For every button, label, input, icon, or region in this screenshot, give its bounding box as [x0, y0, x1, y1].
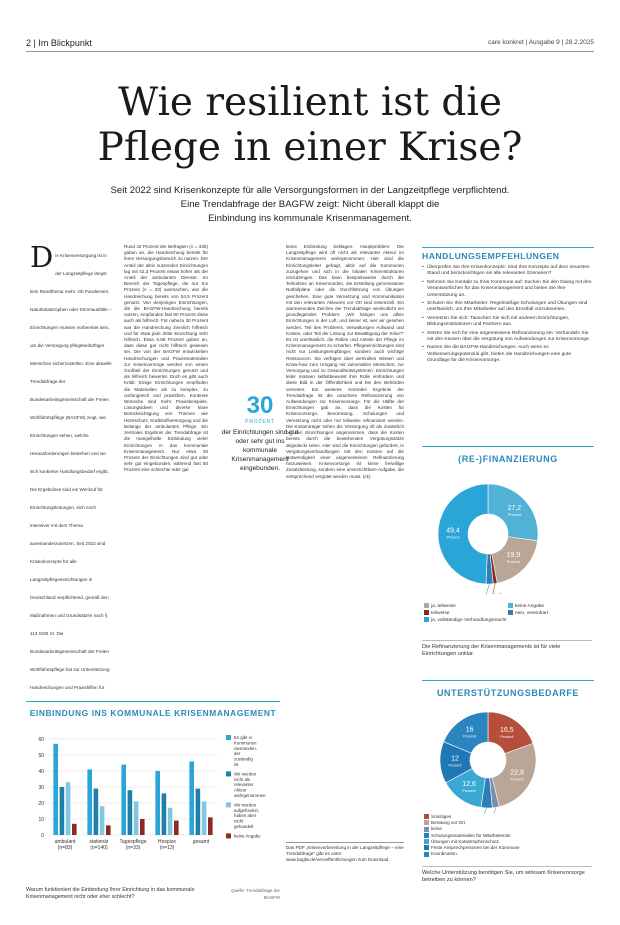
refinanzierung-caption: Die Refinanzierung der Krisenmanagements ist für viele Einrichtungen unklar.: [422, 640, 592, 659]
y-tick-label: 30: [38, 785, 44, 791]
recommendation-item: • Vernetzen Sie sich: Tauschen Sie sich mit anderen Einrichtungen, Bildungsinstitutionen und Partnern aus.: [422, 315, 570, 328]
bar: [94, 789, 99, 835]
refinanzierung-unit-label: Prozent: [446, 535, 460, 540]
bar-chart: [26, 725, 280, 875]
pull-quote-number: 30: [246, 392, 274, 419]
y-tick-label: 60: [38, 737, 44, 743]
article-text-1: ie Krisenversorgung ist in der Langzeitpflege längst kein Randthema mehr. Ob Pandemien, Naturkatastrophen oder Stromausfälle – Einrichtungen müssen vorbereitet sein, um die Versorgung pflegebedürftiger Menschen sicherzustellen. Eine aktuelle Trendabfrage der Bundesarbeitsgemeinschaft der Freien Wohlfahrtspflege (BAGFW) zeigt, wie Einrichtungen sehen, welche Herausforderungen bestehen und wo sich konkreter Handlungsbedarf ergibt. Die Ergebnisse sind ein Weckruf für Einrichtungsleitungen, sich noch intensiver mit dem Thema auseinanderzusetzen. Seit 2022 sind Krisenkonzepte für alle Langzeitpflegeeinrichtungen in Deutschland verpflichtend, gemäß den Maßnahmen und Grundsätzen nach § 113 SGB XI. Die Bundesarbeitsgemeinschaft der Freien Wohlfahrtspflege hat zur Unterstützung Handreichungen und Praxishilfen für: [30, 253, 112, 690]
unterstuetzung-leader-line: [492, 807, 495, 814]
bar: [106, 825, 111, 835]
refinanzierung-rule: [422, 446, 594, 447]
legend-item: keine: [424, 826, 592, 832]
x-category-label: Hospize: [157, 839, 177, 845]
x-category-label: (n=83): [57, 845, 73, 851]
legend-label: nicht: [234, 818, 244, 824]
bar: [121, 765, 126, 835]
x-category-label: Tagespflege: [119, 839, 147, 845]
bar: [168, 808, 173, 835]
legend-item: nein, vereinbart: [508, 610, 592, 617]
legend-label: nicht als: [234, 776, 251, 782]
unterstuetzung-unit-label: Prozent: [448, 763, 462, 768]
legend-label: Akteur: [234, 787, 247, 793]
refinanzierung-legend: [424, 603, 592, 625]
refinanzierung-unit-label: Prozent: [506, 560, 520, 565]
pull-quote-unit: PROZENT: [245, 419, 275, 425]
x-category-label: gesamt: [192, 839, 210, 845]
refinanzierung-value-label: 27,2: [507, 504, 522, 512]
legend-label: zuständig: [234, 756, 253, 762]
legend-item: Sonstiges: [424, 814, 592, 820]
bar-chart-caption: Warum funktioniert die Einbindung Ihrer Einrichtung in das kommunale Krisenmanagement nicht oder eher schlecht?: [26, 887, 195, 900]
bar: [155, 771, 160, 835]
bar: [202, 801, 207, 835]
legend-item: teilweise: [424, 610, 508, 617]
article-column-2: Rund 42 Prozent der Befragten (n = 345) gaben an, die Handreichung bereits für ihren Versorgungsbereich zu nutzen. Der Anteil der aktiv nutzenden Einrichtungen lag mit 42,3 Prozent etwas höher als der Anteil der ambulanten Dienste. Im Bereich der Tagespflege, die nur 9,5 Prozent (n = 33) ausmachen, war die Handreichung bereits von 54,5 Prozent genutzt. Von denjenigen Einrichtungen, die die BAGFW-Handreichung bereits nutzen, empfanden fast 90 Prozent diese auch als hilfreich. Für nahezu 30 Prozent war die Handreichung ziemlich hilfreich und für etwa jede dritte Einrichtung sehr hilfreich. Etwa 6,68 Prozent gaben an, dass diese gar nicht hilfreich gewesen sei. Die von der BAGFW entwickelten Handreichungen und Praxismaterialien zur Krisenvorsorge werden von einem Großteil der Einrichtungen genutzt und als hilfreich bewertet. Doch es gibt auch Kritik: Einige Einrichtungen empfinden die Materialien als zu komplex, zu umfangreich und praxisfern. Konkrete Wünsche sind mehr Praxisbeispiele, Lösungsideen und diverse klare Berücksichtigung von Themen wie Hitzeschutz, Kraftstoffversorgung und die Belange der ambulanten Pflege. Ein zentrales Ergebnis der Trendabfrage ist die mangelhafte Einbindung vieler Einrichtungen in das kommunale Krisenmanagement. Nur etwa 30 Prozent der Einrichtungen sind gut oder sehr gut eingebunden, während fast 60 Prozent eine schlechte oder gar: [124, 244, 208, 473]
unterstuetzung-value-label: 22,9: [510, 769, 524, 777]
y-tick-label: 40: [38, 769, 44, 775]
recommendation-item: • Nutzen Sie die BAGFW-Handreichungen: Auch wenn es Verbesserungspotenzial gibt, bieten die Handreichungen eine gute Grundlage für die Krisenvorsorge.: [422, 345, 572, 364]
unterstuetzung-pie-chart: [422, 702, 594, 814]
bar: [196, 789, 201, 835]
subline: [26, 184, 594, 226]
pull-quote-text: der Einrichtungen sind gut oder sehr gut ins kommunale Krisenmanagement eingebunden.: [221, 429, 299, 472]
x-category-label: stationär: [89, 839, 109, 845]
unterstuetzung-value-label: 12,6: [462, 781, 476, 789]
legend-item: Koordination: [424, 851, 592, 857]
y-tick-label: 10: [38, 817, 44, 823]
legend-label: haben aber: [234, 813, 257, 819]
unterstuetzung-value-label: 12: [451, 755, 459, 763]
legend-item: ja, vollständige Verhandlungsmacht: [424, 617, 592, 624]
refinanzierung-panel: [422, 446, 594, 671]
page-header: [26, 38, 594, 50]
headline-line-1: Wie resilient ist die: [118, 80, 502, 125]
y-tick-label: 20: [38, 801, 44, 807]
headline-line-2: Pflege in einer Krise?: [97, 125, 523, 170]
refinanzierung-title: (RE-)FINANZIERUNG: [458, 454, 558, 464]
unterstuetzung-panel: [422, 680, 594, 910]
bar: [87, 769, 92, 835]
unterstuetzung-unit-label: Prozent: [500, 734, 514, 739]
recommendation-item: • Setzen Sie sich für eine angemessene Refinanzierung ein: Verhandeln Sie mit den Kassen über die Vergütung von Aufwendungen zur Krisenvorsorge.: [422, 330, 591, 343]
headline: [26, 80, 594, 170]
recommendations-list: [422, 265, 594, 365]
x-category-label: (n=140): [90, 845, 108, 851]
bar: [140, 819, 145, 835]
unterstuetzung-caption: Welche Unterstützung benötigen Sie, um wirksam Krisenvorsorge betreiben zu können?: [422, 866, 592, 885]
recommendation-item: • Schulen Sie Ihre Mitarbeiter: Regelmäßige Schulungen und Übungen sind unerlässlich, um Ihre Mitarbeiter auf den Ernstfall vorzubereiten.: [422, 301, 588, 313]
recommendations-rule: [422, 247, 594, 248]
bar: [53, 744, 58, 835]
legend-item: Schulungsmaterialien für Mitarbeitende: [424, 833, 592, 839]
bar: [100, 806, 105, 835]
legend-label: Wir wurden: [234, 802, 257, 808]
bar: [128, 790, 133, 835]
unterstuetzung-legend: [424, 814, 592, 857]
legend-label: ist: [234, 762, 239, 767]
bar-chart-panel: [26, 701, 280, 885]
legend-label: gehandelt: [234, 824, 254, 829]
unterstuetzung-unit-label: Prozent: [462, 789, 476, 794]
legend-item: Übungen mit Katastrophenschutz: [424, 839, 592, 845]
refinanzierung-leader-line: [484, 584, 489, 594]
legend-label: der: [234, 751, 241, 757]
legend-item: ja, teilweise: [424, 603, 508, 610]
header-section-label: 2 | Im Blickpunkt: [26, 38, 92, 48]
bar: [162, 793, 167, 835]
refinanzierung-unit-label: Prozent: [507, 512, 521, 517]
unterstuetzung-value-label: 16: [465, 726, 474, 734]
legend-label: Kommunen: [234, 740, 257, 746]
recommendations-box: [422, 247, 594, 435]
refinanzierung-value-label: 19,9: [506, 552, 521, 560]
bar-chart-rule: [26, 701, 280, 702]
recommendation-item: • Nehmen Sie Kontakt zu Ihrer Kommune auf: Suchen Sie den Dialog mit den Verantwortlichen für das Krisenmanagement und bieten Sie Ihre Unterstützung an.: [422, 279, 592, 298]
refinanzierung-pie-chart: [422, 474, 594, 594]
article-column-1: [30, 244, 114, 694]
legend-label: niemanden,: [234, 745, 257, 751]
legend-item: Beratung vor Ort: [424, 820, 592, 826]
legend-label: wahrgenommen: [234, 793, 266, 798]
bar: [208, 817, 213, 835]
dropcap: D: [30, 244, 54, 274]
bar: [66, 782, 71, 835]
legend-label: aufgefordert,: [234, 807, 259, 813]
x-category-label: (n=33): [125, 845, 141, 851]
footnote-divider: [286, 842, 404, 843]
bar-chart-title: EINBINDUNG INS KOMMUNALE KRISENMANAGEMENT: [29, 708, 277, 718]
recommendation-item: • Überprüfen Sie Ihre Krisenkonzepte: Sind Ihre Konzepte auf dem neuesten Stand und berücksichtigen sie alle relevanten Szenarien?: [422, 265, 590, 277]
y-tick-label: 0: [41, 833, 44, 839]
article-column-3: keine Einbindung beklagen. Hauptproblem: Die Langzeitpflege wird oft nicht als relevanter Akteur im Krisenmanagement wahrgenommen. Hier sind die Einrichtungsleiter gefragt, aktiv auf die Kommunen zuzugehen und sich in die lokalen Krisenstrukturen einzubringen. Das kann beispielsweise durch die Teilnahme an Krisenrunden, die Erstellung gemeinsamer Notfallpläne oder die Durchführung von Übungen geschehen. Eine gute Vernetzung und Kommunikation mit den relevanten Akteuren vor Ort sind essenziell. Ein alarmierendes Zeichen der Trendabfrage verdeutlicht ein grundlegendes Problem: „Wir hängen uns allein Einrichtungen in der Luft, und keiner ist, wer wir gesehen werden. Teil des Problems, Verwaltungen Aufwand und Kosten, oder Teil der Lösung zur Bewältigung der Krise?“ Es ist unerlässlich, die Rollen und Anteile der Pflege im Krisenmanagement zu schärfen. Pflegeeinrichtungen sind nicht nur Leistungsempfänger, sondern auch wichtige Ressourcen. Sie verfügen über wertvolles Wissen und Know-how zum Umgang mit vulnerablen Menschen, zur Versorgung und zu Gesundheitssystemen. Einrichtungen leiter müssen selbstbewusst ihre Rolle einfordern und diese Bild in der Öffentlichkeit und bei den Behörden vertreten. Ein weiteres zentrales Ergebnis der Trendabfrage ist die unsichere Refinanzierung von Aufwendungen zur Krisenvorsorge. Für die Hälfte der Einrichtungen gab an, dass die Kosten für Krisenvorsorge, Bevorratung, Schulungen und Vernetzung nicht oder nur teilweise refinanziert werden. Die Kostenträger sehen die Versorgung oft als zusätzlich bei den Einrichtungen angenommen, dass die Kosten bereits durch die bestehenden Vergütungssätze abgedeckt seien. Hier sind die Einrichtungen gefordert, in Vergütungsverhandlungen mit den Kassen auf die Notwendigkeit einer angemessenen Refinanzierung hinzuweisen. Krisenvorsorge ist keine freiwillige Zusatzleistung, sondern eine unverzichtbare Aufgabe, die entsprechend vergütet werden muss. (ck): [286, 244, 404, 479]
bar-chart-source: Quelle: Trendabfrage der BAGFW: [231, 888, 280, 900]
legend-label: relevanter: [234, 782, 254, 788]
y-tick-label: 50: [38, 753, 44, 759]
unterstuetzung-rule: [422, 680, 594, 681]
legend-swatch: [226, 833, 231, 838]
unterstuetzung-unit-label: Prozent: [463, 734, 477, 739]
bar: [174, 821, 179, 835]
article-footnote: Das PDF „Krisenvorbereitung in der Langzeitpflege – eine Trendabfrage“ gibt es unter www.bagfw.de/veroeffentlichungen zum Download.: [286, 845, 404, 863]
x-category-label: ambulant: [54, 839, 76, 845]
unterstuetzung-title: UNTERSTÜTZUNGSBEDARFE: [436, 688, 580, 698]
header-issue-info: care konkret | Ausgabe 9 | 28.2.2025: [487, 39, 594, 46]
bar: [189, 761, 194, 835]
legend-label: Wir werden: [234, 771, 257, 777]
recommendations-title: HANDLUNGSEMPFEHLUNGEN: [422, 251, 560, 261]
legend-label: keine Angabe: [234, 833, 261, 839]
legend-item: keine Angabe: [508, 603, 592, 610]
unterstuetzung-unit-label: Prozent: [510, 777, 524, 782]
legend-swatch: [226, 771, 231, 776]
legend-item: Feste Ansprechpersonen bei der Kommune: [424, 845, 592, 851]
subline-line-3: Einbindung ins kommunale Krisenmanagement.: [208, 213, 412, 224]
x-category-label: (n=13): [159, 845, 175, 851]
legend-swatch: [226, 735, 231, 740]
legend-label: Es gibt in: [234, 735, 253, 740]
legend-swatch: [226, 802, 231, 807]
subline-line-1: Seit 2022 sind Krisenkonzepte für alle Versorgungsformen in der Langzeitpflege verpflichtend.: [110, 185, 510, 196]
header-divider: [26, 51, 594, 52]
unterstuetzung-value-label: 16,5: [500, 726, 514, 734]
refinanzierung-value-label: 49,4: [446, 527, 460, 535]
subline-line-2: Eine Trendabfrage der BAGFW zeigt: Nicht überall klappt die: [180, 199, 440, 210]
bar: [134, 801, 139, 835]
bar: [60, 787, 65, 835]
bar: [72, 824, 77, 835]
